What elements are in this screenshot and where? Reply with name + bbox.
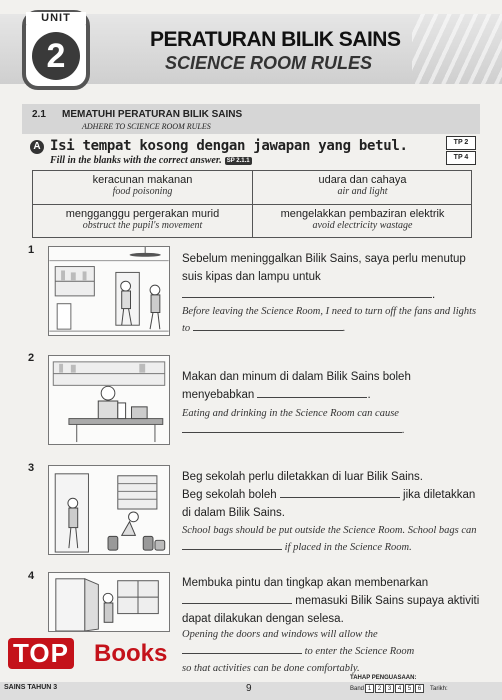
question-4-text-en: [182, 626, 480, 677]
answer-blank[interactable]: [280, 488, 400, 498]
unit-label: UNIT: [26, 12, 86, 24]
question-4-illustration: [48, 572, 170, 632]
instruction-my: Isi tempat kosong dengan jawapan yang betul.: [50, 138, 408, 154]
classroom-fan-lights-illustration: [49, 247, 169, 335]
header-stripes: [412, 14, 502, 84]
section-number: 2.1: [32, 109, 46, 120]
answer-blank[interactable]: [182, 540, 282, 550]
page-title-en: SCIENCE ROOM RULES: [165, 53, 373, 73]
pupil-eating-illustration: [49, 356, 169, 444]
question-number: 4: [28, 570, 35, 582]
topbooks-logo: [8, 634, 168, 674]
question-3-text-my: [182, 468, 480, 522]
instruction-en: [50, 155, 252, 166]
unit-badge: [22, 10, 90, 90]
band-box[interactable]: 3: [385, 684, 394, 693]
question-text: Makan dan minum di dalam Bilik Sains boleh menyebabkan: [182, 371, 411, 401]
question-text-tail: memasuki Bilik Sains supaya aktiviti dapat dilakukan dengan selesa.: [182, 595, 480, 625]
question-text: Beg sekolah boleh: [182, 489, 277, 501]
answer-blank[interactable]: [193, 321, 343, 331]
word-cell: [253, 205, 472, 238]
question-3-illustration: [48, 465, 170, 555]
question-number: 1: [28, 244, 35, 256]
question-4-text-my: [182, 574, 480, 628]
instruction-en-text: Fill in the blanks with the correct answer.: [50, 155, 222, 166]
question-number: 2: [28, 352, 35, 364]
answer-blank[interactable]: [182, 594, 292, 604]
school-bags-illustration: [49, 466, 169, 554]
logo-top: TOP: [8, 638, 74, 669]
sp-tag: SP 2.1.1: [226, 157, 250, 164]
answer-blank[interactable]: [182, 423, 402, 433]
date-label: Tarikh:: [430, 685, 448, 692]
question-2-illustration: [48, 355, 170, 445]
word-cell: [33, 205, 252, 238]
question-text-intro: Beg sekolah perlu diletakkan di luar Bilik Sains.: [182, 471, 423, 483]
question-text-tail: jika diletakkan di dalam Bilik Sains.: [182, 489, 476, 519]
band-box[interactable]: 6: [415, 684, 424, 693]
word-my: udara dan cahaya: [318, 174, 407, 186]
question-text-en: Opening the doors and windows will allow the: [182, 629, 378, 640]
question-text: Sebelum meninggalkan Bilik Sains, saya perlu menutup suis kipas dan lampu untuk: [182, 253, 466, 283]
question-2-text-en: Eating and drinking in the Science Room can cause .: [182, 408, 405, 436]
question-text-en-mid: to enter the Science Room: [304, 646, 415, 657]
question-number: 3: [28, 462, 35, 474]
section-title-en: ADHERE TO SCIENCE ROOM RULES: [82, 122, 211, 131]
section-bar: [22, 104, 480, 134]
answer-blank[interactable]: [257, 388, 367, 398]
question-text-en: Eating and drinking in the Science Room can cause: [182, 408, 399, 419]
question-2-text-my: Makan dan minum di dalam Bilik Sains boleh menyebabkan .: [182, 371, 411, 401]
word-en: food poisoning: [112, 186, 173, 197]
section-title-my: MEMATUHI PERATURAN BILIK SAINS: [62, 109, 243, 120]
word-en: avoid electricity wastage: [312, 220, 413, 231]
tp-tag-2: TP 4: [446, 151, 476, 165]
page-number: 9: [246, 683, 252, 694]
book-label: SAINS TAHUN 3: [4, 684, 58, 691]
band-box[interactable]: 1: [365, 684, 374, 693]
word-en: obstruct the pupil's movement: [82, 220, 203, 231]
question-1-text-en: Before leaving the Science Room, I need to turn off the fans and lights to .: [182, 306, 477, 334]
unit-number: 2: [32, 32, 80, 80]
question-text: Membuka pintu dan tingkap akan membenarkan: [182, 577, 429, 589]
word-my: mengelakkan pembaziran elektrik: [280, 208, 445, 220]
answer-blank[interactable]: [182, 644, 302, 654]
word-bank-table: [32, 170, 472, 238]
word-en: air and light: [337, 186, 388, 197]
logo-books: Books: [94, 640, 168, 667]
word-cell: [33, 171, 252, 204]
word-my: mengganggu pergerakan murid: [65, 208, 220, 220]
band-box[interactable]: 2: [375, 684, 384, 693]
exercise-badge: A: [30, 140, 44, 154]
band-box[interactable]: 5: [405, 684, 414, 693]
band-selector: [350, 684, 448, 693]
question-text-en: School bags should be put outside the Science Room. School bags can: [182, 525, 477, 536]
page-title-my: PERATURAN BILIK SAINS: [150, 28, 401, 51]
tp-tag-1: TP 2: [446, 136, 476, 150]
question-3-text-en: [182, 522, 480, 556]
question-1-text-my: Sebelum meninggalkan Bilik Sains, saya perlu menutup suis kipas dan lampu untuk .: [182, 253, 466, 301]
word-cell: [253, 171, 472, 204]
question-text-en-tail: if placed in the Science Room.: [284, 542, 412, 553]
question-1-illustration: [48, 246, 170, 336]
mastery-label: TAHAP PENGUASAAN:: [350, 675, 417, 681]
question-text-en-tail: so that activities can be done comfortably.: [182, 663, 360, 674]
question-text-en: Before leaving the Science Room, I need to turn off the fans and lights to: [182, 306, 477, 334]
answer-blank[interactable]: [182, 288, 432, 298]
band-box[interactable]: 4: [395, 684, 404, 693]
open-door-window-illustration: [49, 573, 169, 631]
word-my: keracunan makanan: [92, 174, 193, 186]
band-label: Band: [350, 685, 365, 692]
